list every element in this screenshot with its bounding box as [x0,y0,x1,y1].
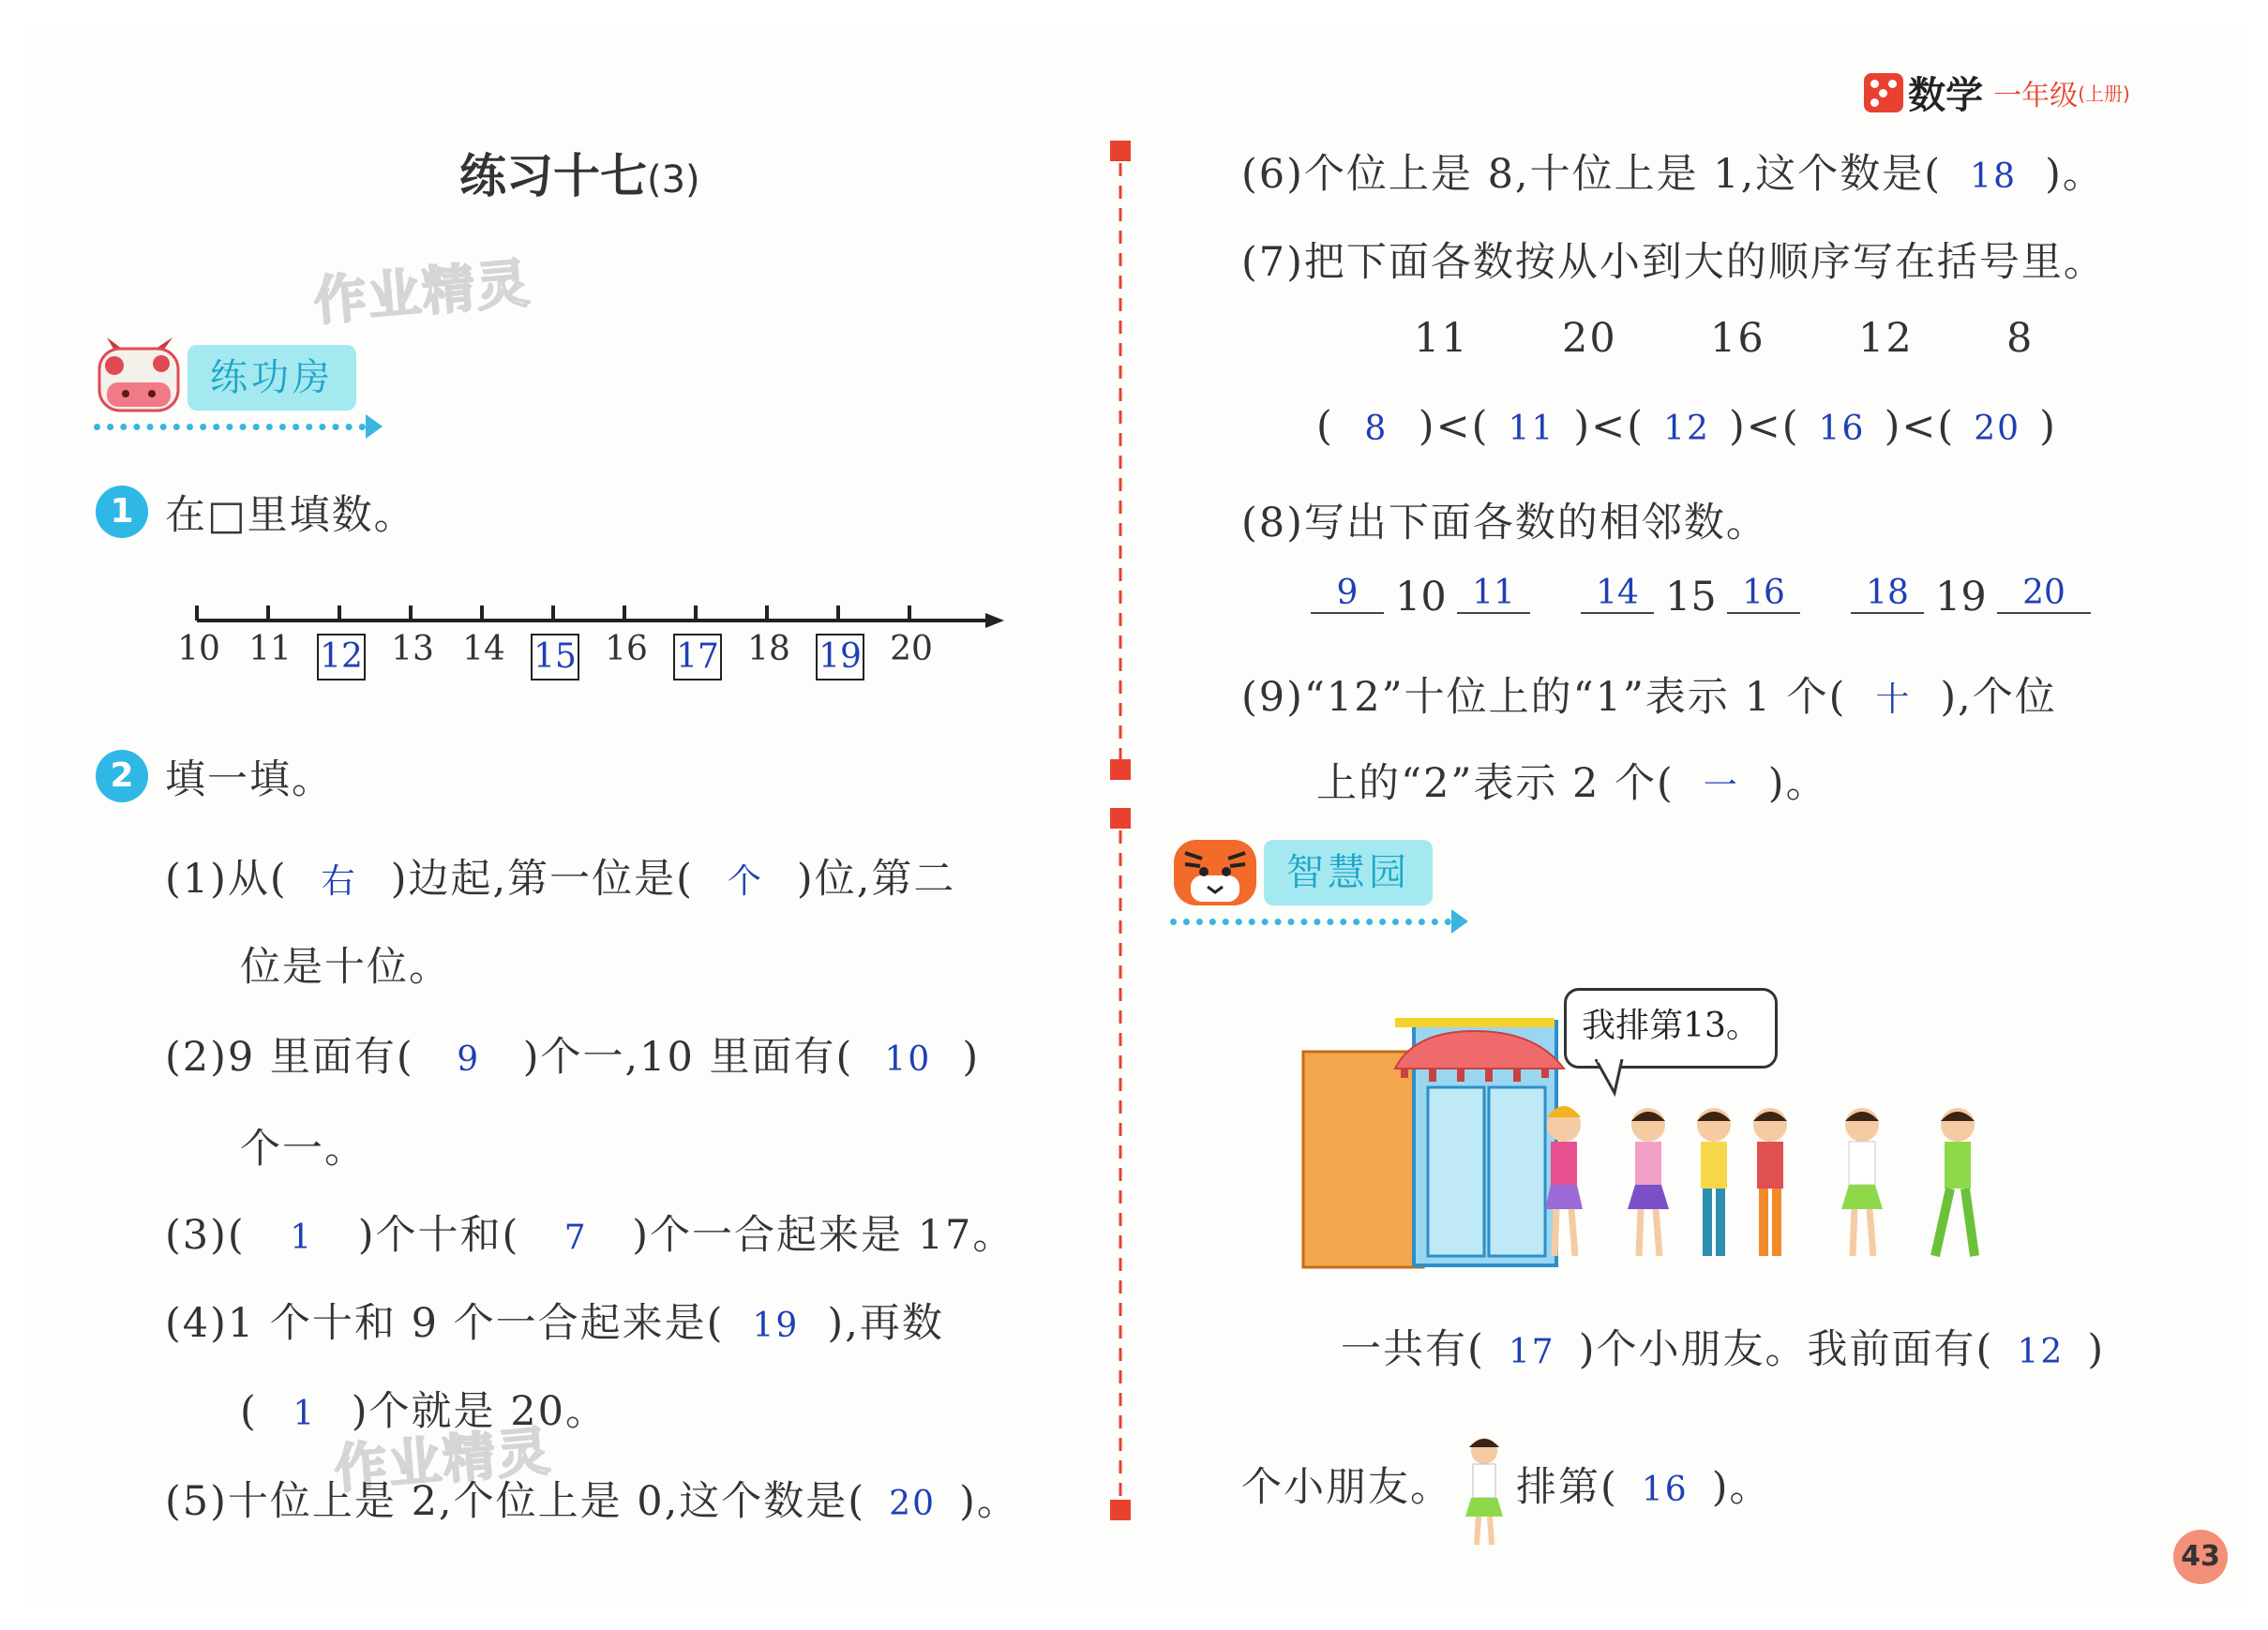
number-line-label: 14 [462,630,505,668]
answer: 十 [1875,680,1912,719]
neighbor-number: 15 [1665,574,1717,621]
sort-number: 11 [1414,315,1469,362]
q2-part-6 [1241,142,2105,200]
text: )个就是 20。 [351,1388,608,1435]
number-line-label: 11 [248,630,292,668]
q2-part-7: (7)把下面各数按从小到大的顺序写在括号里。 [1241,239,2106,286]
title-main: 练习十七 [459,149,647,203]
girl-icon [1456,1434,1512,1547]
neighbor-number: 10 [1395,574,1447,621]
neighbor-number: 19 [1935,574,1987,621]
less-than: < [1901,403,1938,450]
arrow-right-icon [1451,909,1468,934]
answer: 20 [889,1485,936,1523]
answer: 19 [752,1307,800,1345]
neighbor-before: 9 [1311,574,1384,614]
sort-answer: 16 [1818,410,1866,448]
section-label-practice: 练功房 [188,345,356,411]
q2-part-4 [165,1292,944,1349]
sort-answer: 20 [1974,410,2021,448]
text: )个一,10 里面有( [522,1034,854,1081]
watermark-bottom: 作业精灵 [332,1420,554,1501]
number-line-label: 10 [177,630,220,668]
answer: 16 [1641,1471,1689,1509]
sort-number: 16 [1710,315,1765,362]
text: 排第( [1516,1464,1618,1511]
q2-part-8: (8)写出下面各数的相邻数。 [1241,500,1768,546]
q2-part-3 [165,1204,1014,1261]
sort-answer-row [1316,403,2057,450]
text: )个十和( [357,1212,520,1259]
tiger-mascot-icon [1170,834,1260,911]
paren: ) [1884,403,1902,450]
section-banner-practice [94,345,394,416]
q2-part-4-cont [240,1380,608,1437]
answer: 9 [457,1040,481,1079]
q2-part-5 [165,1470,1019,1527]
text: )位,第二 [796,856,956,903]
text: (6)个位上是 8,十位上是 1,这个数是( [1241,151,1943,198]
title-sub: (3) [647,158,700,202]
q2-part-9-cont [1316,752,1828,809]
question-2-text: 填一填。 [165,756,334,803]
answer: 个 [727,862,763,901]
speech-tail [1594,1059,1631,1097]
answer: 1 [293,1395,317,1433]
text: 个小朋友。 [1241,1464,1452,1511]
text: ),个位 [1940,674,2057,721]
text: )。 [1711,1464,1772,1511]
child-figures [1545,1106,1975,1256]
cow-mascot-icon [94,337,184,418]
sort-number: 8 [2006,315,2035,362]
header-grade: 一年级 [1993,79,2079,112]
answer: 17 [1508,1333,1555,1371]
number-line-label: 13 [391,630,434,668]
speech-bubble [1564,988,1778,1069]
question-number-2: 2 [96,750,148,802]
text: 一共有( [1341,1326,1485,1373]
paren: ) [1728,403,1747,450]
neighbor-after: 16 [1727,574,1800,614]
sort-number: 12 [1858,315,1914,362]
answer: 18 [1970,157,2017,196]
q2-part-2-cont: 个一。 [240,1126,367,1173]
section-label-wisdom: 智慧园 [1264,840,1433,905]
section-banner-wisdom [1170,840,1479,911]
text: (5)十位上是 2,个位上是 0,这个数是( [165,1478,866,1525]
number-line-answer-box: 19 [816,634,864,680]
paren: ( [1471,403,1490,450]
brand-dice-icon [1864,73,1903,112]
text: 上的“2”表示 2 个( [1316,760,1675,807]
q2-part-1-cont: 位是十位。 [240,944,451,991]
sort-answer: 11 [1508,410,1555,448]
header-subject: 数学 [1908,74,1984,117]
less-than: < [1591,403,1628,450]
q2-part-2 [165,1025,980,1083]
speech-text: 我排第13。 [1582,1007,1760,1045]
neighbor-after: 11 [1457,574,1530,614]
header-volume: (上册) [2078,82,2130,105]
text: )边起,第一位是( [390,856,694,903]
text: ) [2087,1326,2106,1373]
answer: 7 [563,1219,588,1257]
text: (4)1 个十和 9 个一合起来是( [165,1300,725,1347]
wisdom-line-2 [1241,1434,1772,1547]
less-than: < [1435,403,1472,450]
paren: ) [1573,403,1592,450]
text: )个一合起来是 17。 [632,1212,1015,1259]
page-number-badge [2173,1530,2228,1584]
paren: ( [1781,403,1800,450]
page-number: 43 [2181,1540,2220,1573]
paren: ( [1937,403,1956,450]
number-line-label: 16 [605,630,648,668]
number-line-answer-box: 17 [673,634,722,680]
sort-answer: 8 [1364,410,1389,448]
text: (2)9 里面有( [165,1034,414,1081]
number-line-answer-box: 15 [531,634,579,680]
text: )。 [1767,760,1828,807]
wisdom-line-1 [1341,1318,2105,1375]
page-title [459,139,700,206]
text: (1)从( [165,856,288,903]
answer: 10 [884,1040,932,1079]
paren: ) [1418,403,1436,450]
text: ),再数 [827,1300,944,1347]
text: (3)( [165,1212,246,1259]
answer: 1 [290,1219,314,1257]
q2-part-9 [1241,665,2057,723]
number-line-label: 20 [890,630,933,668]
question-1-text: 在□里填数。 [165,492,416,539]
answer: 一 [1703,767,1739,805]
sort-number: 20 [1562,315,1617,362]
neighbor-before: 18 [1851,574,1924,614]
answer: 12 [2017,1333,2065,1371]
dotted-divider [1170,919,1451,925]
dotted-divider [94,424,366,430]
number-line-label: 18 [747,630,790,668]
text: (9)“12”十位上的“1”表示 1 个( [1241,674,1847,721]
q2-part-1 [165,847,955,905]
text: ) [962,1034,981,1081]
less-than: < [1746,403,1782,450]
answer: 右 [321,862,357,901]
neighbor-before: 14 [1581,574,1654,614]
text: )。 [2045,151,2105,198]
paren: ( [1316,403,1334,450]
text: ( [240,1388,258,1435]
watermark-top: 作业精灵 [311,252,533,333]
center-divider [1106,141,1134,1528]
text: )个小朋友。我前面有( [1578,1326,1994,1373]
paren: ( [1627,403,1645,450]
sort-answer: 12 [1663,410,1710,448]
arrow-right-icon [366,414,383,439]
paren: ) [2039,403,2057,450]
header-brand [1864,66,2130,119]
question-number-1: 1 [96,486,148,538]
neighbor-after: 20 [1997,574,2091,614]
number-line-answer-box: 12 [317,634,366,680]
number-line [184,596,1009,634]
text: )。 [959,1478,1019,1525]
